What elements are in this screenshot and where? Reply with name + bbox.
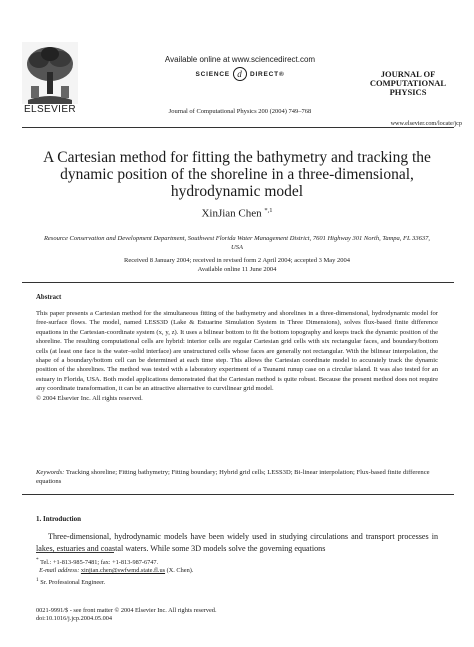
abstract-copyright: © 2004 Elsevier Inc. All rights reserved. (36, 394, 143, 402)
footnotes (36, 556, 336, 587)
sd-circle-icon (233, 67, 247, 81)
footnote-divider (36, 552, 114, 553)
introduction-paragraph: Three-dimensional, hydrodynamic models have been widely used in studying circulations and transport processes in lakes, estuaries and coastal waters. While some 3D models solve the governing equations (36, 532, 438, 553)
abstract-heading: Abstract (36, 294, 62, 301)
footnote-1: $^1$ Sr. Professional Engineer. (36, 576, 106, 586)
section-heading: 1. Introduction (36, 515, 81, 523)
abstract-body (36, 309, 438, 403)
article-title: A Cartesian method for fitting the bathymetry and tracking the dynamic position of the shoreline in a three-dimensional, hydrodynamic model (43, 149, 431, 200)
header-divider (22, 127, 454, 128)
author-footnote-marks: *,1 (264, 207, 273, 214)
footnote-1-text: Sr. Professional Engineer. (40, 578, 106, 586)
sd-right-text: DIRECT® (249, 70, 285, 78)
journal-title: JOURNAL OF COMPUTATIONAL PHYSICS (369, 69, 447, 97)
keywords-list: Tracking shoreline; Fitting bathymetry; Fitting boundary; Hybrid grid cells; LESS3D; Bi-linear interpolation; Flux-based finite difference equations (36, 469, 430, 486)
journal-url: www.elsevier.com/locate/jcp (390, 120, 462, 127)
footnote-tel: Tel.: +1-813-985-7481; fax: +1-813-987-6747. (40, 559, 159, 567)
page-bottom-info (36, 607, 336, 623)
email-label: E-mail address: (39, 567, 80, 575)
online-date: Available online 11 June 2004 (197, 266, 277, 273)
footnote-contact: * Tel.: +1-813-985-7481; fax: +1-813-987-6747. (36, 557, 159, 567)
email-suffix: (X. Chen). (166, 567, 194, 575)
abstract-text: This paper presents a Cartesian method for the simultaneous fitting of the bathymetry and shorelines in a three-dimensional, hydrodynamic model for free-surface flows. The model, named LESS3D (Lake & Estuarine Simulation System in Three Dimensions), solves flux-based finite difference equations in the Cartesian-coordinate system (x, y, z). It uses a bilinear bottom to fit the bottom topography and keeps track the dynamic position of the shoreline. The resulting computational cells are hybrid: interior cells are regular Cartesian grid cells with six rectangular faces, and boundary/bottom cells (at least one face is the water–solid interface) are unstructured cells whose faces are generally not rectangular. With the bilinear interpolation, the shape of a boundary/bottom cell can be determined at each time step. This allows the Cartesian coordinate model to accurately track the dynamic position of the shorelines. The method was tested with a laboratory experiment of a Tsunami runup case on a circular island. It was also tested for an estuary in Florida, USA. Both model applications demonstrated that the Cartesian method is quite robust. Because the present method does not require any coordinate transformation, it can be an attractive alternative to curvilinear grid model. (36, 310, 438, 393)
sciencedirect-logo (150, 66, 330, 82)
availability-line: Available online at www.sciencedirect.com (164, 55, 316, 64)
keywords (36, 468, 438, 487)
sd-left-text: SCIENCE (195, 70, 230, 78)
sd-mark: d (237, 69, 243, 79)
abstract-top-divider (22, 282, 454, 283)
doi-line: doi:10.1016/j.jcp.2004.05.004 (36, 615, 113, 623)
email-link[interactable]: xinjian.chen@swfwmd.state.fl.us (80, 567, 166, 575)
elsevier-tree-icon (22, 42, 78, 104)
publisher-logo-text: ELSEVIER (23, 104, 77, 115)
journal-citation: Journal of Computational Physics 200 (2004) 749–768 (168, 108, 312, 115)
received-dates: Received 8 January 2004; received in revised form 2 April 2004; accepted 3 May 2004 (124, 257, 350, 264)
elsevier-logo-image (22, 42, 78, 104)
abstract-bottom-divider (22, 494, 454, 495)
author-name: XinJian Chen (201, 207, 262, 220)
article-dates (40, 256, 434, 274)
keywords-label: Keywords: (36, 469, 65, 476)
author-line (30, 207, 444, 220)
issn-line: 0021-9991/$ - see front matter © 2004 Elsevier Inc. All rights reserved. (36, 607, 217, 614)
footnote-email (36, 567, 336, 575)
affiliation: Resource Conservation and Development Department, Southwest Florida Water Management District, 7601 Highway 301 North, Tampa, FL 33637, USA (43, 235, 431, 251)
